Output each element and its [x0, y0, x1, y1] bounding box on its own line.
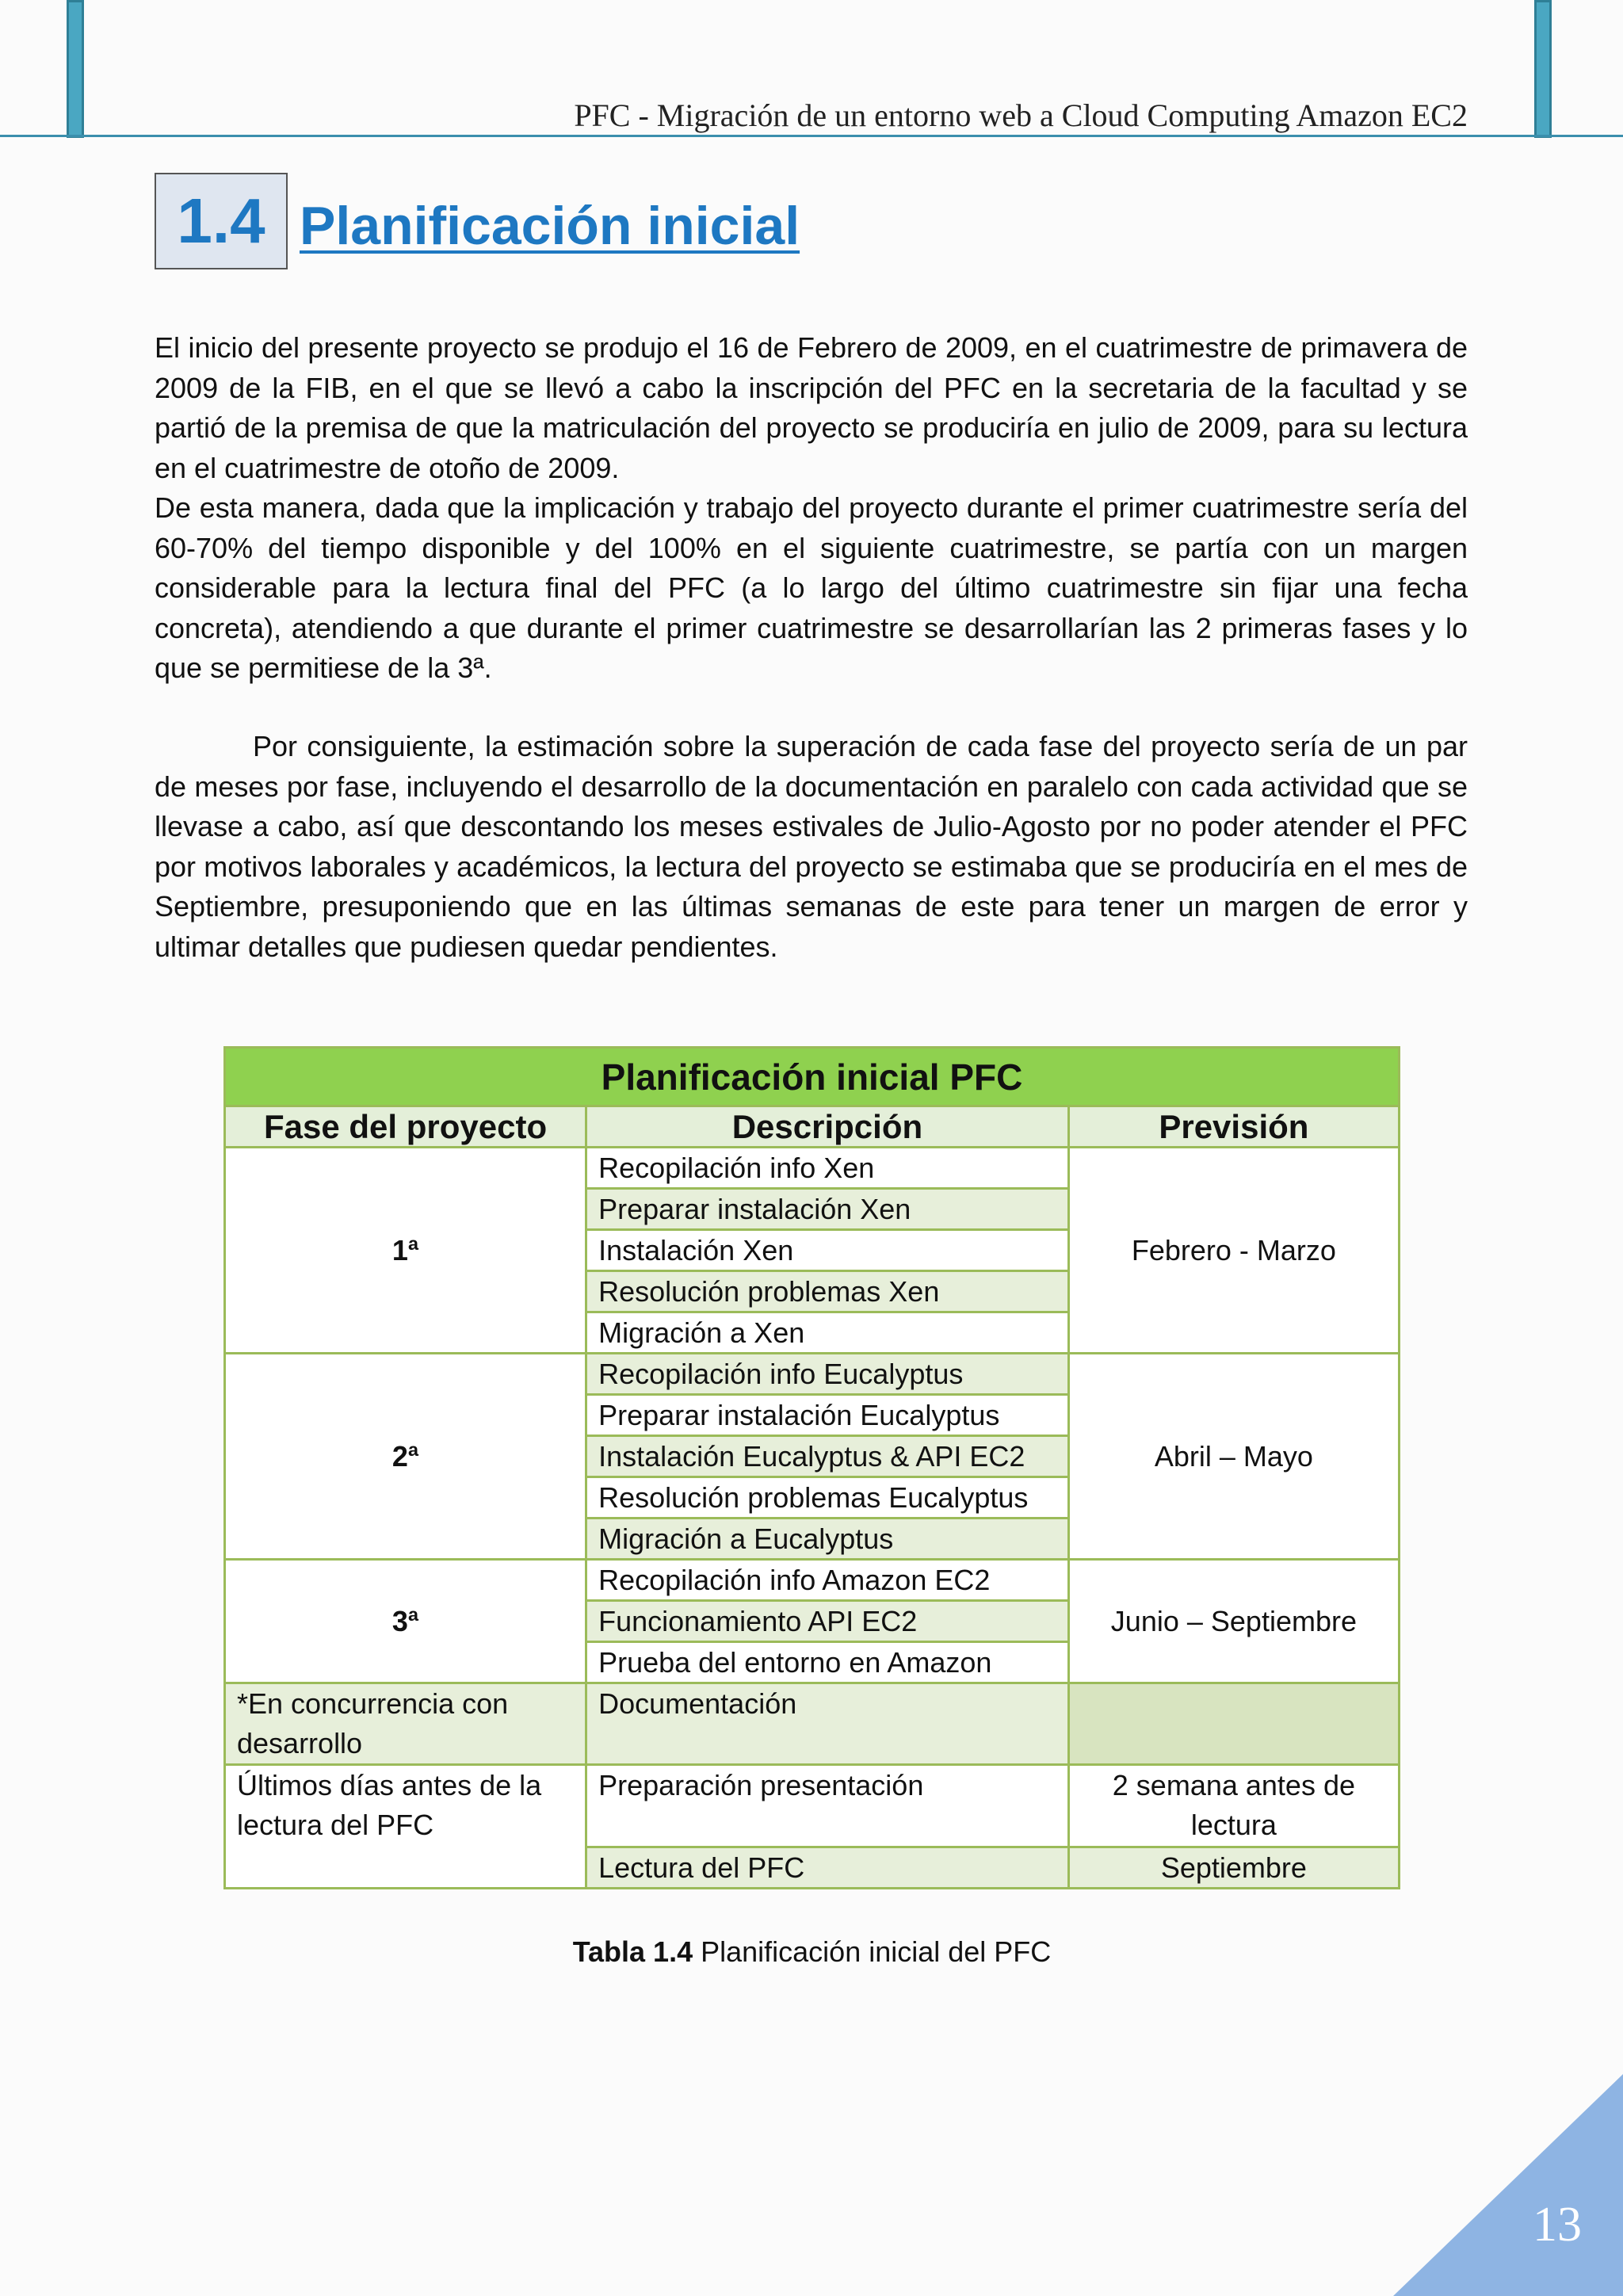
planning-table: [223, 1046, 1400, 1889]
task-cell: Instalación Eucalyptus & API EC2: [586, 1436, 1069, 1477]
header-decoration-left: [67, 0, 84, 138]
header-decoration-right: [1534, 0, 1552, 138]
task-cell: Prueba del entorno en Amazon: [586, 1642, 1069, 1683]
phase-2-forecast: Abril – Mayo: [1068, 1354, 1399, 1560]
final-forecast-1: 2 semana antes de lectura: [1068, 1765, 1399, 1847]
final-phase-cell: Últimos días antes de la lectura del PFC: [225, 1765, 586, 1889]
task-cell: Funcionamiento API EC2: [586, 1601, 1069, 1642]
task-cell: Migración a Xen: [586, 1312, 1069, 1354]
section-title: Planificación inicial: [300, 196, 800, 256]
caption-text: Planificación inicial del PFC: [693, 1935, 1052, 1968]
table-row: [225, 1560, 1400, 1601]
table-title: Planificación inicial PFC: [225, 1048, 1400, 1106]
running-header-title: PFC - Migración de un entorno web a Cloud Computing Amazon EC2: [574, 97, 1468, 133]
estimation-text: [155, 727, 1468, 967]
header-rule: [0, 135, 1623, 137]
phase-2-cell: 2ª: [225, 1354, 586, 1560]
task-cell: Recopilación info Eucalyptus: [586, 1354, 1069, 1395]
table-caption: [223, 1935, 1400, 1969]
concurrent-phase-cell: *En concurrencia con desarrollo: [225, 1683, 586, 1765]
task-cell: Lectura del PFC: [586, 1847, 1069, 1889]
phase-3-cell: 3ª: [225, 1560, 586, 1683]
caption-label: Tabla 1.4: [572, 1935, 693, 1968]
phase-1-cell: 1ª: [225, 1148, 586, 1354]
task-cell: Resolución problemas Eucalyptus: [586, 1477, 1069, 1519]
task-cell: Recopilación info Xen: [586, 1148, 1069, 1189]
task-cell: Preparar instalación Xen: [586, 1189, 1069, 1230]
task-cell: Recopilación info Amazon EC2: [586, 1560, 1069, 1601]
task-cell: Migración a Eucalyptus: [586, 1519, 1069, 1560]
page-number: 13: [1533, 2198, 1582, 2252]
header-phase: Fase del proyecto: [225, 1106, 586, 1148]
task-cell: Preparación presentación: [586, 1765, 1069, 1847]
task-cell: Preparar instalación Eucalyptus: [586, 1395, 1069, 1436]
concurrent-forecast: [1068, 1683, 1399, 1765]
task-cell: Documentación: [586, 1683, 1069, 1765]
section-number: 1.4: [177, 185, 265, 256]
table-row: [225, 1765, 1400, 1847]
intro-text: [155, 328, 1468, 689]
task-cell: Resolución problemas Xen: [586, 1271, 1069, 1312]
phase-1-forecast: Febrero - Marzo: [1068, 1148, 1399, 1354]
page-corner-triangle: [1393, 2074, 1623, 2296]
paragraph-3: Por consiguiente, la estimación sobre la superación de cada fase del proyecto sería de un par de meses por fase, incluyendo el desarrollo de la documentación en paralelo con cada actividad que se llevase a cabo, así que descontando los meses estivales de Julio-Agosto por no poder atender el PFC por motivos laborales y académicos, la lectura del proyecto se estimaba que se produciría en el mes de Septiembre, presuponiendo que en las últimas semanas de este para tener un margen de error y ultimar detalles que pudiesen quedar pendientes.: [155, 730, 1468, 963]
table-row: [225, 1683, 1400, 1765]
header-description: Descripción: [586, 1106, 1069, 1148]
section-number-box: [155, 173, 288, 269]
final-forecast-2: Septiembre: [1068, 1847, 1399, 1889]
task-cell: Instalación Xen: [586, 1230, 1069, 1271]
table-row: [225, 1354, 1400, 1395]
phase-3-forecast: Junio – Septiembre: [1068, 1560, 1399, 1683]
paragraph-2: De esta manera, dada que la implicación y trabajo del proyecto durante el primer cuatrimestre sería del 60-70% del tiempo disponible y del 100% en el siguiente cuatrimestre, se partía con un margen considerable para la lectura final del PFC (a lo largo del último cuatrimestre sin fijar una fecha concreta), atendiendo a que durante el primer cuatrimestre se desarrollarían las 2 primeras fases y lo que se permitiese de la 3ª.: [155, 491, 1468, 684]
header-forecast: Previsión: [1068, 1106, 1399, 1148]
paragraph-1: El inicio del presente proyecto se produjo el 16 de Febrero de 2009, en el cuatrimestre de primavera de 2009 de la FIB, en el que se llevó a cabo la inscripción del PFC en la secretaria de la facultad y se partió de la premisa de que la matriculación del proyecto se produciría en julio de 2009, para su lectura en el cuatrimestre de otoño de 2009.: [155, 331, 1468, 484]
table-row: [225, 1148, 1400, 1189]
